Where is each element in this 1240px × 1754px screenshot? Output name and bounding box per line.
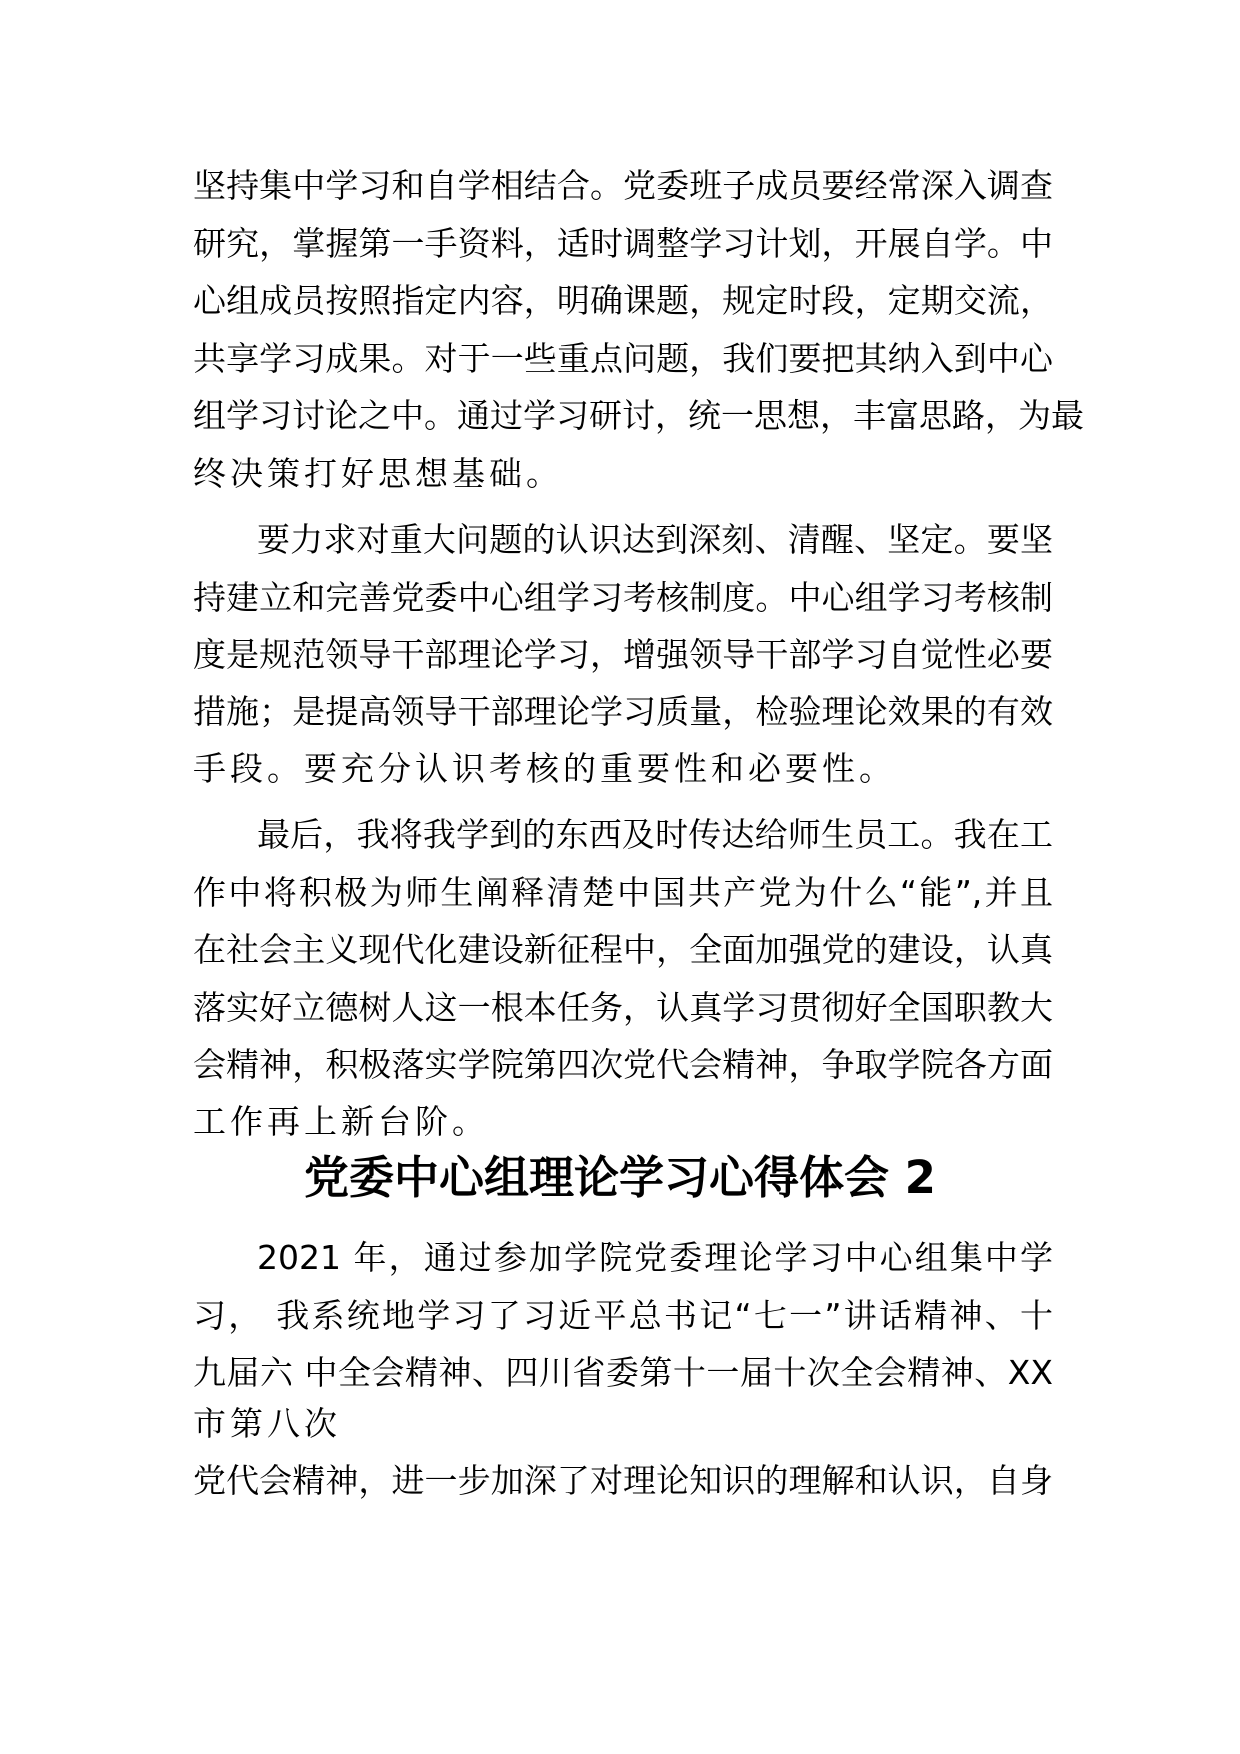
paragraph-line: 心组成员按照指定内容，明确课题，规定时段，定期交流， — [193, 281, 1053, 320]
paragraph-line: 2021 年，通过参加学院党委理论学习中心组集中学 — [257, 1238, 1053, 1277]
section-title: 党委中心组理论学习心得体会 2 — [304, 1151, 936, 1204]
paragraph-line: 研究，掌握第一手资料，适时调整学习计划，开展自学。中 — [193, 224, 1053, 263]
paragraph-line: 会精神，积极落实学院第四次党代会精神，争取学院各方面 — [193, 1045, 1053, 1084]
paragraph-line: 作中将积极为师生阐释清楚中国共产党为什么“能”,并且 — [193, 873, 1053, 912]
paragraph-line: 落实好立德树人这一根本任务，认真学习贯彻好全国职教大 — [193, 988, 1053, 1027]
paragraph-line: 九届六 中全会精神、四川省委第十一届十次全会精神、XX — [193, 1353, 1053, 1392]
paragraph-line: 组学习讨论之中。通过学习研讨，统一思想，丰富思路，为最 — [193, 396, 1084, 435]
paragraph-line: 工作再上新台阶。 — [193, 1102, 489, 1141]
paragraph-line: 习， 我系统地学习了习近平总书记“七一”讲话精神、十 — [193, 1296, 1053, 1335]
paragraph-line: 手段。要充分认识考核的重要性和必要性。 — [193, 749, 896, 788]
paragraph-line: 持建立和完善党委中心组学习考核制度。中心组学习考核制 — [193, 578, 1053, 617]
paragraph-line: 在社会主义现代化建设新征程中，全面加强党的建设，认真 — [193, 930, 1053, 969]
paragraph-line: 共享学习成果。对于一些重点问题，我们要把其纳入到中心 — [193, 339, 1053, 378]
paragraph-line: 要力求对重大问题的认识达到深刻、清醒、坚定。要坚 — [257, 520, 1053, 559]
paragraph-line: 党代会精神，进一步加深了对理论知识的理解和认识，自身 — [193, 1461, 1053, 1500]
paragraph-line: 度是规范领导干部理论学习，增强领导干部学习自觉性必要 — [193, 635, 1053, 674]
paragraph-line: 最后，我将我学到的东西及时传达给师生员工。我在工 — [257, 815, 1053, 854]
paragraph-line: 措施；是提高领导干部理论学习质量，检验理论效果的有效 — [193, 692, 1053, 731]
paragraph-line: 市第八次 — [193, 1404, 341, 1443]
paragraph-line: 终决策打好思想基础。 — [193, 454, 563, 493]
paragraph-line: 坚持集中学习和自学相结合。党委班子成员要经常深入调查 — [193, 166, 1053, 205]
